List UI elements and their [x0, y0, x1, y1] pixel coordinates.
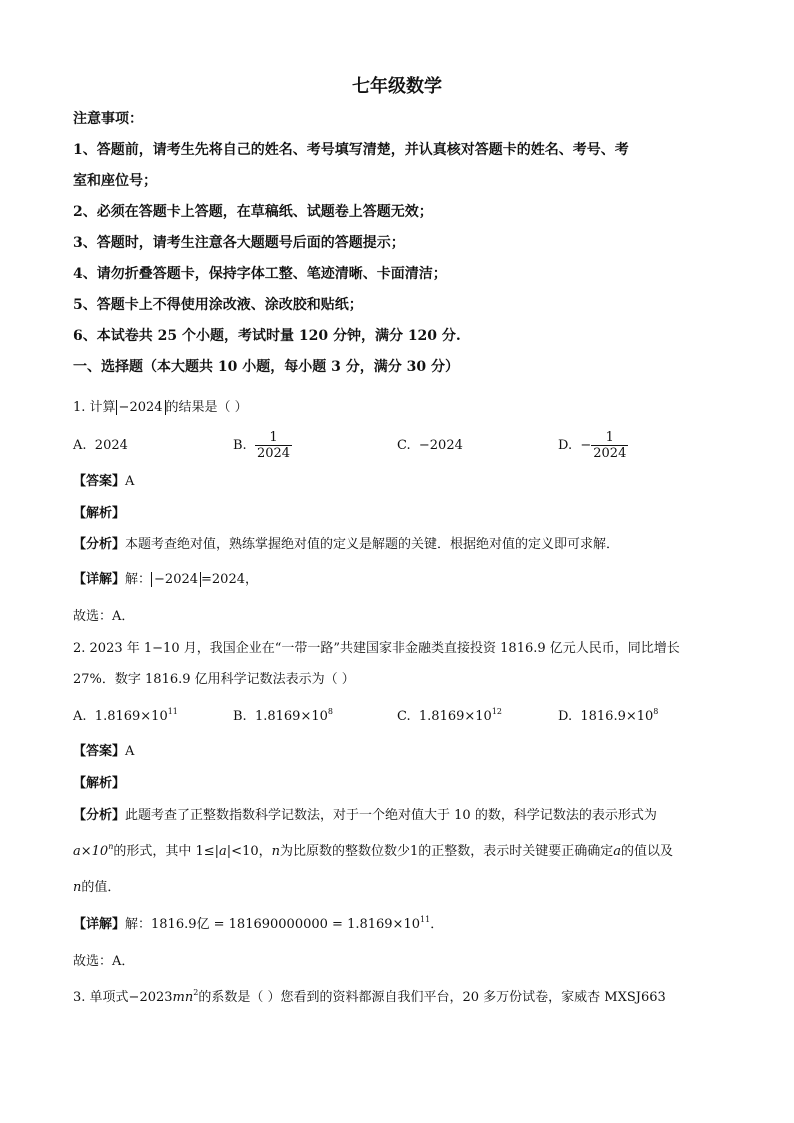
analysis-tag: 【解析】 — [73, 776, 126, 791]
q1-suffix: 的结果是（ ） — [165, 400, 248, 415]
q1-stem — [73, 399, 248, 417]
q2-fenxi-line2 — [73, 843, 673, 861]
q2-fenxi-line1 — [73, 807, 657, 825]
q1-analysis-tag — [73, 505, 125, 523]
notice-heading: 注意事项： — [73, 111, 143, 127]
q3-stem — [73, 989, 666, 1007]
analysis-tag: 【解析】 — [73, 506, 126, 521]
notice-item-1: 1、答题前，请考生先将自己的姓名、考号填写清楚，并认真核对答题卡的姓名、考号、考 — [73, 142, 629, 158]
q1-option-b-fraction — [255, 430, 292, 461]
q2-fenxi-var-a2: a — [613, 844, 622, 859]
fraction-numerator: 1 — [605, 430, 614, 445]
q2-option-d-base: 1816.9×10 — [580, 709, 654, 724]
q2-detail — [73, 916, 443, 934]
notice-item-2: 2、必须在答题卡上答题，在草稿纸、试题卷上答题无效； — [73, 204, 433, 220]
q2-option-a-base: 1.8169×10 — [94, 709, 168, 724]
notice-item-1-cont: 室和座位号； — [73, 173, 157, 189]
q2-fenxi-text-2b: 的形式，其中 1≤| — [113, 844, 220, 859]
q2-fenxi-text-2f: 为比原数的整数位数少1的正整数，表示时关键要正确确定 — [280, 844, 614, 859]
q2-detail-exponent: 11 — [420, 915, 431, 924]
q1-option-c-label: C. — [397, 438, 411, 453]
section-heading: 一、选择题（本大题共 10 小题，每小题 3 分，满分 30 分） — [73, 359, 459, 375]
q1-fenxi — [73, 536, 619, 554]
q1-fenxi-text: 本题考查绝对值，熟练掌握绝对值的定义是解题的关键．根据绝对值的定义即可求解． — [125, 537, 620, 552]
q2-option-b-exponent: 8 — [327, 707, 333, 716]
q2-option-a-exponent: 11 — [167, 707, 178, 716]
q2-option-b — [233, 708, 333, 726]
q2-options — [73, 708, 733, 728]
fenxi-tag: 【分析】 — [73, 537, 126, 552]
q2-fenxi-line3 — [73, 879, 120, 897]
detail-tag: 【详解】 — [73, 572, 126, 587]
q2-choose: 故选：A． — [73, 954, 135, 969]
q1-option-a-value: 2024 — [94, 438, 128, 453]
q1-answer-value: A — [125, 474, 135, 489]
q2-fenxi-text-2h: 的值以及 — [621, 844, 674, 859]
q2-option-c — [397, 708, 502, 726]
q1-option-b — [233, 430, 292, 461]
q3-coefficient: −2023 — [128, 990, 173, 1005]
q1-option-d — [558, 430, 628, 461]
q2-option-d-exponent: 8 — [653, 707, 659, 716]
q1-answer — [73, 473, 134, 491]
fraction-denominator: 2024 — [256, 446, 291, 461]
q1-option-a-label: A. — [73, 438, 87, 453]
q2-answer-value: A — [125, 744, 135, 759]
notice-item-4: 4、请勿折叠答题卡，保持字体工整、笔迹清晰、卡面清洁； — [73, 266, 447, 282]
q2-option-b-base: 1.8169×10 — [254, 709, 328, 724]
q2-option-a — [73, 708, 178, 726]
q2-fenxi-var-n: n — [271, 844, 280, 859]
answer-tag: 【答案】 — [73, 744, 126, 759]
q1-choose: 故选：A． — [73, 609, 135, 624]
q3-suffix: 的系数是（ ）您看到的资料都源自我们平台，20 多万份试卷，家威杏 MXSJ663 — [198, 990, 666, 1005]
q2-analysis-tag — [73, 775, 125, 793]
q2-stem-line2: 27%．数字 1816.9 亿用科学记数法表示为（ ） — [73, 672, 355, 687]
q3-exponent: 2 — [193, 988, 199, 997]
detail-tag: 【详解】 — [73, 917, 126, 932]
q1-option-c-value: −2024 — [418, 438, 463, 453]
q2-option-a-label: A. — [73, 709, 87, 724]
q1-option-b-label: B. — [233, 438, 247, 453]
q2-fenxi-text-1: 此题考查了正整数指数科学记数法，对于一个绝对值大于 10 的数，科学记数法的表示形式为 — [125, 808, 657, 823]
q2-fenxi-var-n2: n — [73, 880, 82, 895]
q1-option-d-fraction — [591, 430, 628, 461]
q2-option-c-base: 1.8169×10 — [418, 709, 492, 724]
q2-fenxi-text-3b: 的值． — [81, 880, 121, 895]
fenxi-tag: 【分析】 — [73, 808, 126, 823]
q2-option-c-label: C. — [397, 709, 411, 724]
q2-fenxi-var-a: a — [219, 844, 227, 859]
q2-detail-text: 解：1816.9亿 = 181690000000 = 1.8169×10 — [125, 917, 420, 932]
notice-item-5: 5、答题卡上不得使用涂改液、涂改胶和贴纸； — [73, 297, 363, 313]
notice-item-6: 6、本试卷共 25 个小题，考试时量 120 分钟，满分 120 分. — [73, 328, 461, 344]
q1-option-c — [397, 437, 463, 455]
fraction-numerator: 1 — [269, 430, 278, 445]
q2-stem-line1: 2. 2023 年 1−10 月，我国企业在“一带一路”共建国家非金融类直接投资 1816.9 亿元人民币，同比增长 — [73, 641, 680, 656]
q2-fenxi-text-2d: |<10， — [226, 844, 272, 859]
q3-prefix: 3. 单项式 — [73, 990, 129, 1005]
notice-item-3: 3、答题时，请考生注意各大题题号后面的答题提示； — [73, 235, 405, 251]
q2-option-b-label: B. — [233, 709, 247, 724]
fraction-denominator: 2024 — [593, 446, 627, 461]
q2-option-d — [558, 708, 658, 726]
q1-prefix: 1. 计算 — [73, 400, 116, 415]
q1-abs-expr: −2024 — [116, 400, 166, 415]
q2-answer — [73, 743, 134, 761]
q1-detail — [73, 571, 258, 589]
q1-detail-prefix: 解： — [125, 572, 152, 587]
page-title: 七年级数学 — [352, 76, 442, 97]
q2-detail-end: ． — [430, 917, 444, 932]
q1-option-d-label: D. — [558, 438, 573, 453]
q2-fenxi-expr: a×10 — [73, 844, 109, 859]
q2-option-c-exponent: 12 — [491, 707, 502, 716]
q2-option-d-label: D. — [558, 709, 573, 724]
q1-option-d-sign: − — [580, 438, 592, 453]
q1-option-a — [73, 437, 128, 455]
q1-detail-rest: =2024， — [201, 572, 258, 587]
q2-fenxi-exp: n — [108, 842, 114, 851]
q1-options — [73, 430, 733, 464]
q1-detail-abs: −2024 — [151, 572, 201, 587]
answer-tag: 【答案】 — [73, 474, 126, 489]
q3-variables: mn — [172, 990, 194, 1005]
